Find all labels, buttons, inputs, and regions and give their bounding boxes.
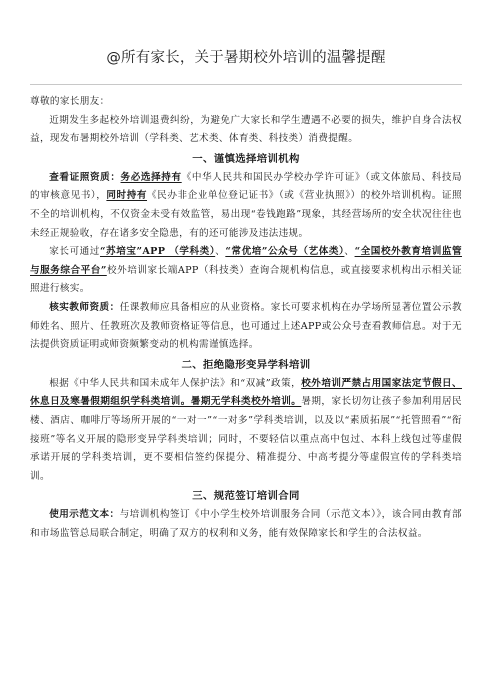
section-1-paragraph-2 (30, 243, 462, 299)
intro-paragraph: 近期发生多起校外培训退费纠纷，为避免广大家长和学生遭遇不必要的损失，维护自身合法权益，现发布暑期校外培训（学科类、艺术类、体育类、科技类）消费提醒。 (30, 114, 462, 145)
lead-label: 使用示范文本： (49, 509, 120, 521)
paragraph-text: 、 (344, 246, 355, 258)
salutation: 尊敬的家长朋友： (30, 96, 110, 107)
page-title: @所有家长，关于暑期校外培训的温馨提醒 (106, 50, 386, 66)
paragraph-text: 与培训机构签订《中小学生校外培训服务合同（示范文本）》，该合同由教育部和市场监管总局联合制定，明确了双方的权利和义务，能有效保障家长和学生的合法权益。 (30, 509, 462, 539)
notice-body (30, 93, 462, 543)
emphasis-text: 校外培训严禁占用国家法定节假日、休息日及寒暑假期组织学科类培训。暑期无学科类校外培训。 (30, 377, 462, 408)
section-1-heading: 一、谨慎选择培训机构 (192, 152, 300, 165)
sup-pei-bao-app: “苏培宝”APP （学科类） (99, 246, 216, 258)
paragraph-text: 根据《中华人民共和国未成年人保护法》和“双减”政策， (49, 377, 302, 389)
section-3-heading: 三、规范签订培训合同 (192, 490, 300, 503)
paragraph-text: 、 (215, 246, 226, 258)
chang-you-pei-account: “常优培”公众号（艺体类） (225, 246, 345, 258)
section-2-paragraph (30, 375, 462, 487)
section-2-heading: 二、拒绝隐形变异学科培训 (181, 358, 311, 371)
emphasis-text: 务必选择持有 (120, 171, 182, 183)
paragraph-text: 家长可通过 (49, 246, 100, 258)
lead-label: 核实教师资质： (49, 301, 120, 313)
national-platform: “全国校外教育培训监管与服务综合平台” (30, 246, 462, 276)
section-1-paragraph-1 (30, 169, 462, 243)
emphasis-text: 同时持有 (106, 190, 148, 202)
section-3-paragraph (30, 506, 462, 543)
paragraph-text: 暑期，家长切勿让孩子参加利用居民楼、酒店、咖啡厅等场所开展的“一对一”“一对多”学科类培训，以及以“素质拓展”“托管照看”“衔接班”等名义开展的隐形变异学科类培训；同时，不要轻信以重点高中包过、本科上线包过等虚假承诺开展的学科类培训，更不要相信签约保提分、精准提分、中高考提分等虚假宣传的学科类培训。 (30, 396, 463, 482)
lead-label: 查看证照资质： (49, 171, 121, 183)
paragraph-text: 任课教师应具备相应的从业资格。家长可要求机构在办学场所显著位置公示教师姓名、照片、任教班次及教师资格证等信息，也可通过上述APP或公众号查看教师信息。对于无法提供资质证明或师资频繁变动的机构需谨慎选择。 (30, 301, 463, 351)
paragraph-text: 《中华人民共和国民办学校办学许可证》（或文体旅局、科技局的审核意见书）， (30, 171, 462, 202)
section-1-paragraph-3 (30, 299, 462, 355)
title-divider (30, 84, 462, 85)
paragraph-text: 校外培训家长端APP（科技类）查询合规机构信息，或直接要求机构出示相关证照进行核实。 (30, 264, 463, 295)
paragraph-text: 《民办非企业单位登记证书》（或《营业执照》）的校外培训机构。证照不全的培训机构，不仅资金未受有效监管，易出现“卷钱跑路”现象，其经营场所的安全状况往往也未经正规验收，存在诸多安全隐患，有的还可能涉及违法违规。 (30, 190, 463, 239)
